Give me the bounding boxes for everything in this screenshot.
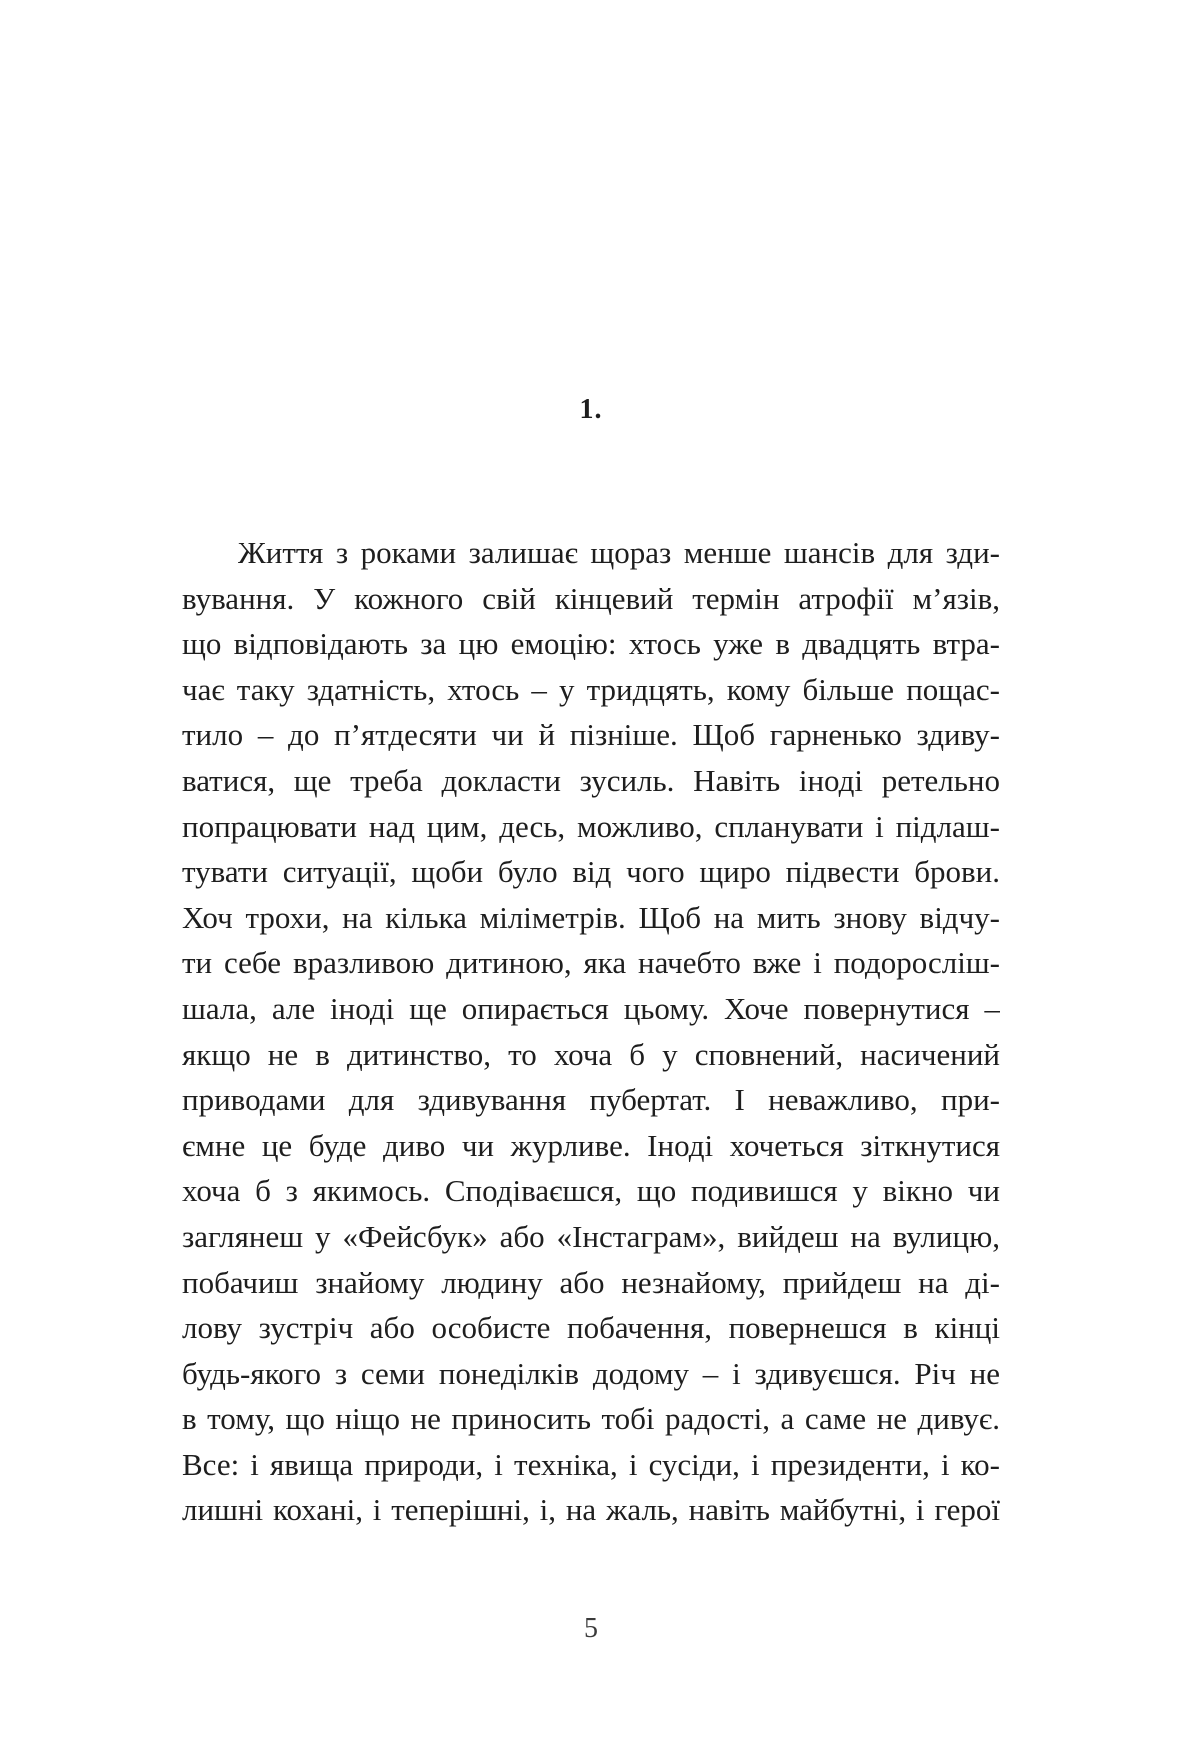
text-line: чає таку здатність, хтось – у тридцять, кому більше пощас-	[182, 671, 1000, 707]
text-line: приводами для здивування пубертат. І неважливо, при-	[182, 1082, 1000, 1118]
text-line: тувати ситуації, щоби було від чого щиро підвести брови.	[182, 854, 1000, 890]
page-number: 5	[584, 1613, 598, 1644]
text-line: тило – до п’ятдесяти чи й пізніше. Щоб гарненько здиву-	[182, 717, 1000, 753]
text-line: побачиш знайому людину або незнайому, прийдеш на ді-	[182, 1264, 1000, 1300]
text-line: хоча б з якимось. Сподіваєшся, що подивишся у вікно чи	[182, 1173, 1000, 1209]
body-text	[182, 530, 1000, 1533]
text-line: будь-якого з семи понеділків додому – і здивуєшся. Річ не	[182, 1355, 1000, 1391]
text-line: ватися, ще треба докласти зусиль. Навіть іноді ретельно	[182, 762, 1000, 798]
text-line: шала, але іноді ще опирається цьому. Хоче повернутися –	[182, 990, 1000, 1026]
text-line: Хоч трохи, на кілька міліметрів. Щоб на мить знову відчу-	[182, 899, 1000, 935]
text-line: якщо не в дитинство, то хоча б у сповнений, насичений	[182, 1036, 1000, 1072]
chapter-number: 1.	[579, 394, 603, 425]
text-line: ємне це буде диво чи журливе. Іноді хочеться зіткнутися	[182, 1127, 1000, 1163]
text-line: ти себе вразливою дитиною, яка начебто вже і подоросліш-	[182, 945, 1000, 981]
text-line: вування. У кожного свій кінцевий термін атрофії м’язів,	[182, 580, 1000, 616]
text-line: лишні кохані, і теперішні, і, на жаль, навіть майбутні, і герої	[182, 1492, 1000, 1528]
text-line: лову зустріч або особисте побачення, повернешся в кінці	[182, 1310, 1000, 1346]
text-line: в тому, що ніщо не приносить тобі радості, а саме не дивує.	[182, 1401, 1000, 1437]
text-line: попрацювати над цим, десь, можливо, спланувати і підлаш-	[182, 808, 1000, 844]
text-line: Все: і явища природи, і техніка, і сусіди, і президенти, і ко-	[182, 1446, 1000, 1482]
text-line: що відповідають за цю емоцію: хтось уже в двадцять втра-	[182, 626, 1000, 662]
text-line: заглянеш у «Фейсбук» або «Інстаграм», вийдеш на вулицю,	[182, 1218, 1000, 1254]
text-line: Життя з роками залишає щораз менше шансів для зди-	[238, 535, 1000, 570]
